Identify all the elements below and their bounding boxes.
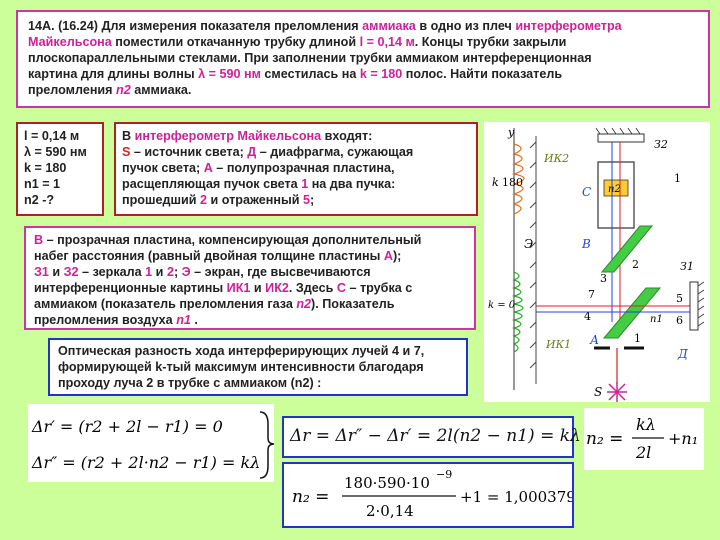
plate-b — [602, 226, 652, 272]
intro-highlight: А — [203, 161, 213, 175]
intro-text: прошедший — [122, 193, 200, 207]
plate-text: ). Показатель — [311, 297, 395, 311]
given-length: l = 0,14 м — [24, 129, 80, 143]
n2-denominator: 2l — [636, 443, 652, 462]
intro-highlight: S — [122, 145, 131, 159]
plate-highlight: n2 — [296, 297, 312, 311]
problem-line-2 — [28, 34, 698, 50]
problem-highlight: аммиака — [362, 19, 416, 33]
intro-text: входят: — [321, 129, 373, 143]
problem-highlight: k = 180 — [359, 67, 403, 81]
plate-highlight: n1 — [176, 313, 191, 327]
problem-text: 14А. (16.24) Для измерения показателя преломления — [28, 19, 363, 33]
plate-text: и — [48, 265, 64, 279]
problem-text: картина для длины волны — [28, 67, 199, 81]
formula-system-svg — [28, 404, 274, 482]
formula-delta-total-box — [282, 416, 581, 458]
path-line-3: проходу луча 2 в трубке с аммиаком (n2) : — [58, 376, 322, 390]
michelson-diagram-svg — [484, 122, 710, 402]
plate-text: . Здесь — [288, 281, 337, 295]
plate-text: – прозрачная пластина, компенсирующая дополнительный — [43, 233, 422, 247]
intro-line — [122, 144, 470, 160]
intro-text: В — [122, 129, 135, 143]
intro-highlight: 5 — [302, 193, 310, 207]
k-label: k — [492, 176, 499, 189]
plate-text: ); — [392, 249, 402, 263]
plate-highlight: В — [34, 233, 44, 247]
plate-text: набег расстояния (равный двойная толщине пластины — [34, 249, 384, 263]
plate-highlight: С — [336, 281, 346, 295]
problem-text: преломления — [28, 83, 117, 97]
plate-line — [34, 296, 466, 312]
intro-text: расщепляющая пучок света — [122, 177, 302, 191]
a-label: А — [590, 333, 600, 347]
screen-label: Э — [524, 237, 534, 251]
plate-line — [34, 280, 466, 296]
given-data — [16, 122, 104, 216]
intro-text: на два пучка: — [308, 177, 396, 191]
ray-1-top-label: 1 — [674, 172, 681, 185]
n1-label: n1 — [650, 314, 663, 325]
numeric-exponent: −9 — [436, 468, 453, 481]
ray-3-label: 3 — [600, 272, 607, 285]
intro-text: ; — [309, 193, 315, 207]
plate-text: интерференционные картины — [34, 281, 227, 295]
mirror-z1 — [690, 282, 698, 330]
z2-label: З2 — [654, 138, 668, 151]
s-label: S — [594, 385, 603, 399]
intro-line — [122, 160, 470, 176]
intro-highlight: 2 — [199, 193, 207, 207]
numeric-result: +1 = 1,000379 — [460, 488, 572, 506]
intro-text: – полупрозрачная пластина, — [212, 161, 395, 175]
c-label: C — [582, 185, 592, 199]
ray-2-label: 2 — [632, 258, 639, 271]
given-wavelength: λ = 590 нм — [24, 145, 87, 159]
problem-line-5 — [28, 82, 698, 98]
plate-text: и — [152, 265, 167, 279]
plate-text: – зеркала — [78, 265, 146, 279]
plate-text: преломления воздуха — [34, 313, 177, 327]
problem-text: поместили откачанную трубку длиной — [111, 35, 360, 49]
path-line-2: формирующей k-тый максимум интенсивности благодаря — [58, 360, 424, 374]
intro-highlight: Д — [247, 145, 257, 159]
plate-line — [34, 248, 466, 264]
problem-statement — [16, 10, 710, 108]
ik1-pattern — [514, 272, 523, 352]
plate-line — [34, 264, 466, 280]
intro-text: пучок света; — [122, 161, 204, 175]
intro-highlight: интерферометр Майкельсона — [134, 129, 322, 143]
problem-line-3 — [28, 50, 698, 66]
given-n1: n1 = 1 — [24, 177, 61, 191]
problem-text: . Концы трубки закрыли — [414, 35, 567, 49]
plate-highlight: ИК2 — [265, 281, 289, 295]
ray-4-label: 4 — [584, 310, 591, 323]
problem-text: полос. Найти показатель — [402, 67, 563, 81]
mirror-z2 — [598, 134, 644, 142]
problem-text: в одно из плеч — [415, 19, 516, 33]
plate-highlight: Э — [181, 265, 191, 279]
path-line-1: Оптическая разность хода интерферирующих лучей 4 и 7, — [58, 344, 425, 358]
plate-highlight: А — [383, 249, 393, 263]
formula-system — [28, 404, 274, 482]
given-fringes: k = 180 — [24, 161, 67, 175]
n2-expression-source — [0, 0, 1, 1]
ik1-label: ИК1 — [546, 338, 572, 351]
ik2-label: ИК2 — [544, 152, 570, 165]
y-axis-label: y — [508, 126, 515, 139]
formula-delta-total: Δr = Δr″ − Δr′ = 2l(n2 − n1) = kλ — [290, 426, 581, 446]
intro-line — [122, 128, 470, 144]
n2-numerator: kλ — [636, 415, 656, 434]
problem-line-1 — [28, 18, 698, 34]
n2-tube-label: n2 — [608, 184, 621, 195]
formula-delta-prime: Δr′ = (r2 + 2l − r1) = 0 — [32, 417, 223, 436]
ray-6-label: 6 — [676, 314, 683, 327]
plate-text: – экран, где высвечиваются — [190, 265, 371, 279]
formula-delta-double: Δr″ = (r2 + 2l·n2 − r1) = kλ — [32, 453, 261, 472]
problem-highlight: n2 — [116, 83, 131, 97]
problem-highlight: l = 0,14 м — [359, 35, 415, 49]
light-source-icon — [607, 382, 627, 402]
intro-text: – источник света; — [130, 145, 248, 159]
given-unknown: n2 -? — [24, 193, 55, 207]
michelson-diagram — [484, 122, 710, 402]
k-value-label: 180 — [502, 176, 523, 189]
plate-highlight: 1 — [145, 265, 153, 279]
ray-1-bottom-label: 1 — [634, 332, 641, 345]
plate-line — [34, 232, 466, 248]
k-zero-label: k = 0 — [488, 300, 516, 311]
z1-label: З1 — [680, 260, 694, 273]
intro-line — [122, 176, 470, 192]
problem-text: плоскопараллельными стеклами. При заполнении трубки аммиаком интерференционная — [28, 51, 592, 65]
numeric-numerator: 180·590·10 — [344, 474, 430, 492]
ray-5-label: 5 — [676, 292, 683, 305]
brace-icon — [260, 412, 274, 478]
formula-n2-svg — [584, 408, 704, 470]
numeric-n2-label: n₂ = — [292, 487, 330, 507]
plate-text: . — [190, 313, 198, 327]
numeric-denominator: 2·0,14 — [366, 502, 414, 520]
formula-n2 — [584, 408, 704, 470]
plate-text: и — [250, 281, 266, 295]
plate-highlight: 2 — [166, 265, 174, 279]
optical-path-text — [48, 338, 468, 396]
n2-plus-n1: +n₁ — [668, 429, 699, 448]
problem-line-4 — [28, 66, 698, 82]
intro-highlight: 1 — [301, 177, 309, 191]
plate-text: ; — [173, 265, 182, 279]
intro-line — [122, 192, 470, 208]
plate-line — [34, 312, 466, 328]
intro-text: и отраженный — [206, 193, 303, 207]
problem-highlight: интерферометра — [515, 19, 622, 33]
problem-highlight: λ = 590 нм — [198, 67, 261, 81]
n2-lhs: n₂ = — [586, 429, 624, 449]
d-label: Д — [678, 347, 688, 361]
problem-text: сместилась на — [260, 67, 360, 81]
plate-highlight: З1 — [34, 265, 49, 279]
ray-7-label: 7 — [588, 288, 595, 301]
plate-highlight: ИК1 — [226, 281, 251, 295]
plate-description — [24, 226, 476, 330]
plate-text: аммиаком (показатель преломления газа — [34, 297, 297, 311]
intro-text: – диафрагма, сужающая — [256, 145, 414, 159]
plate-highlight: З2 — [63, 265, 79, 279]
interferometer-intro — [114, 122, 478, 216]
formula-numeric-svg — [284, 464, 572, 526]
b-label: В — [582, 237, 591, 251]
plate-text: – трубка с — [345, 281, 413, 295]
problem-highlight: Майкельсона — [28, 35, 112, 49]
problem-text: аммиака. — [130, 83, 192, 97]
formula-numeric-box — [282, 462, 574, 528]
